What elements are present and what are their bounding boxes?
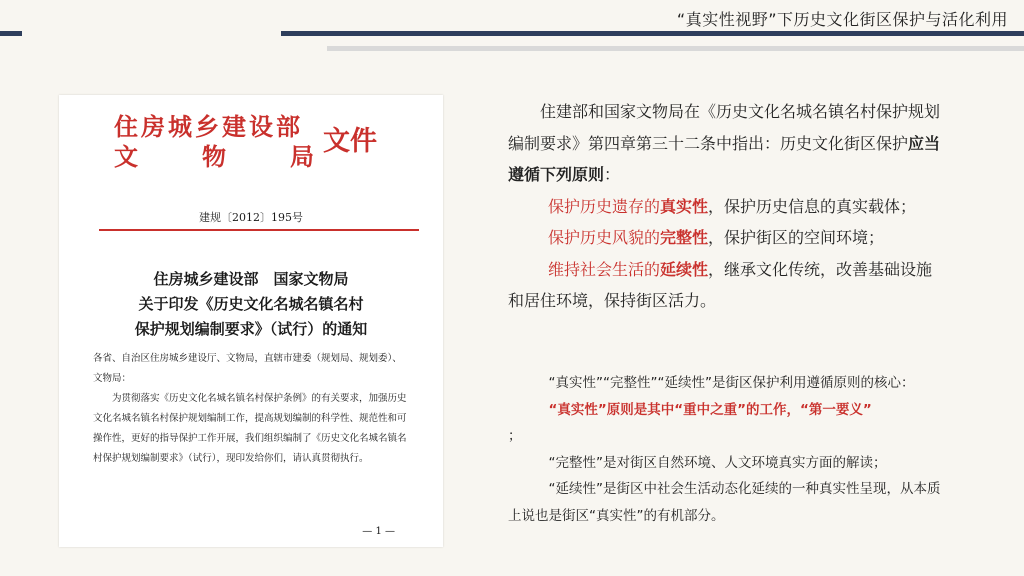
doc-title-line: 关于印发《历史文化名城名镇名村 [138, 295, 364, 313]
doc-number: 建规〔2012〕195号 [199, 211, 303, 224]
doc-title [59, 267, 443, 342]
header-bar-left [0, 31, 22, 36]
intro-paragraph [508, 96, 948, 191]
header-bar-gray [327, 46, 1024, 51]
doc-issuing-org [114, 112, 314, 172]
principle-lead: 保护历史风貌的 [548, 228, 661, 247]
doc-title-line: 住房城乡建设部 国家文物局 [153, 270, 349, 288]
header-bar-right [281, 31, 1024, 36]
principle-rest: ，保护历史信息的真实载体； [708, 196, 917, 216]
main-text [508, 96, 948, 317]
intro-text: 住建部和国家文物局在《历史文化名城名镇名村保护规划编制要求》第四章第三十二条中指出：历史文化街区保护 [508, 102, 941, 153]
principle-lead: 保护历史遗存的 [548, 196, 661, 216]
principle-rest: ，继承文化传统，改善基础设施和居住环境，保持街区活力。 [508, 259, 933, 310]
doc-org-char: 文 [114, 142, 138, 171]
principle-lead: 维持社会生活的 [548, 259, 661, 279]
doc-type-label: 文件 [323, 126, 377, 157]
note-continuity: “延续性”是街区中社会生活动态化延续的一种真实性呈现，从本质上说也是街区“真实性”的有机部分。 [508, 481, 941, 524]
intro-end: ： [604, 165, 621, 184]
principle-continuity [508, 254, 948, 317]
note-emphasis-text: “真实性”原则是其中“重中之重”的工作，“第一要义” [548, 401, 872, 418]
principle-rest: ，保护街区的空间环境； [708, 228, 885, 247]
doc-body [93, 349, 411, 469]
intro-emphasis: 应当遵循下列原则 [508, 133, 941, 184]
doc-red-rule [99, 229, 419, 231]
doc-recipients: 各省、自治区住房城乡建设厅、文物局，直辖市建委（规划局、规划委）、文物局： [93, 353, 402, 384]
note-authenticity-emphasis [508, 397, 948, 450]
notes-text [508, 370, 948, 529]
principle-key: 完整性 [660, 228, 709, 247]
principle-key: 真实性 [660, 196, 709, 216]
doc-org-char: 物 [202, 142, 226, 171]
note-core: “真实性”“完整性”“延续性”是街区保护利用遵循原则的核心： [548, 375, 915, 391]
note-emphasis-end: ； [508, 428, 522, 444]
doc-page-number: — 1 — [362, 526, 395, 537]
note-integrity: “完整性”是对街区自然环境、人文环境真实方面的解读； [548, 454, 887, 471]
doc-org-line1: 住房城乡建设部 [114, 112, 303, 141]
principle-authenticity [508, 191, 948, 223]
doc-title-line: 保护规划编制要求》（试行）的通知 [134, 320, 368, 338]
doc-body-text: 为贯彻落实《历史文化名城名镇名村保护条例》的有关要求，加强历史文化名城名镇名村保护规划编制工作，提高规划编制的科学性、规范性和可操作性，更好的指导保护工作开展，我们组织编制了《历史文化名城名镇名村保护规划编制要求》（试行），现印发给你们，请认真贯彻执行。 [93, 393, 407, 464]
document-image [59, 95, 443, 547]
principle-integrity [508, 222, 948, 254]
doc-org-line2 [114, 142, 314, 172]
doc-org-char: 局 [290, 142, 314, 171]
header-title: “真实性视野”下历史文化街区保护与活化利用 [676, 10, 1008, 29]
principle-key: 延续性 [660, 259, 709, 279]
